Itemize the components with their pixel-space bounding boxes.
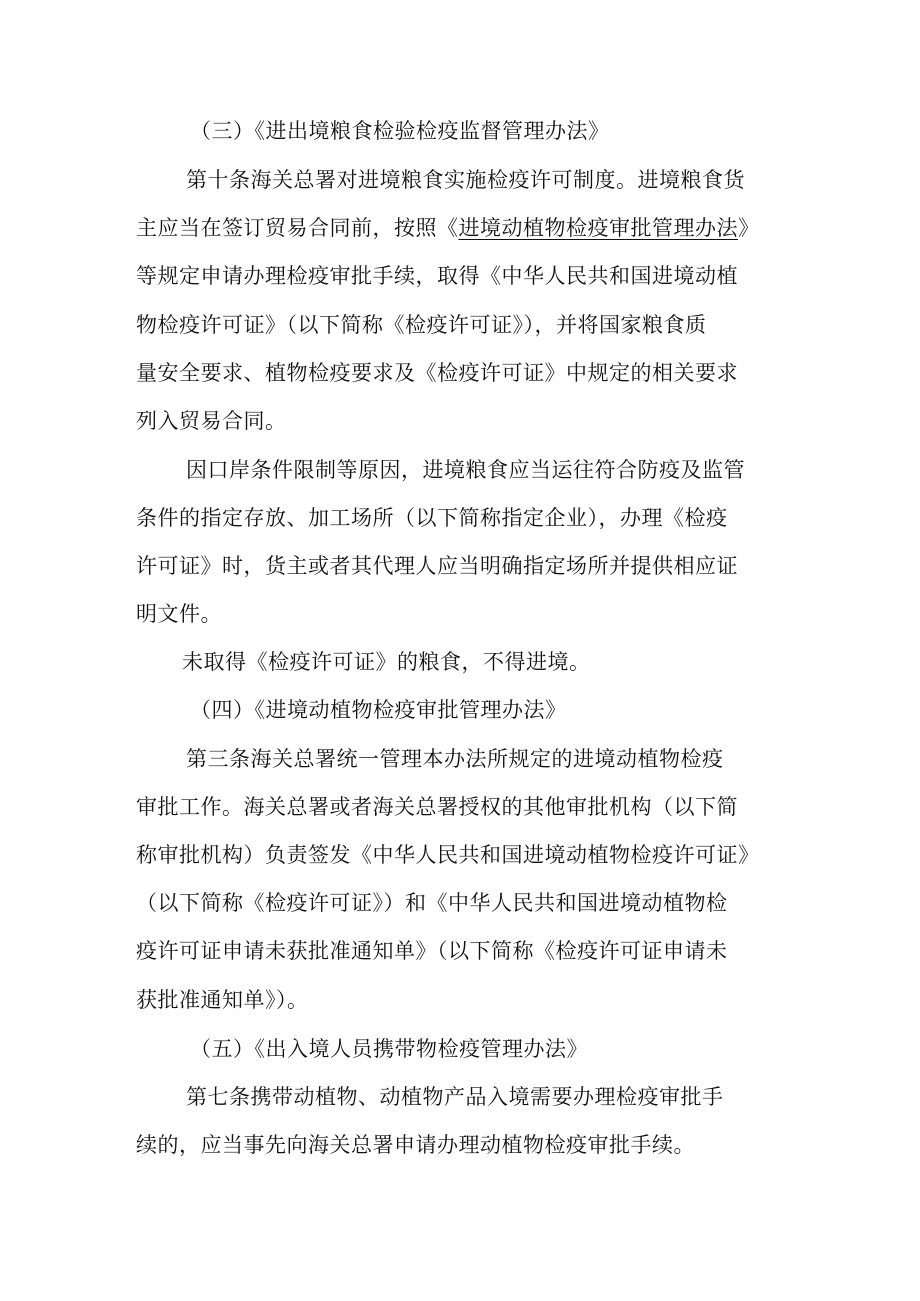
section-4-para-1-line-3: 称审批机构）负责签发《中华人民共和国进境动植物检疫许可证》 [136, 843, 760, 867]
section-4-para-1-line-4: （以下简称《检疫许可证》）和《中华人民共和国进境动植物检 [136, 891, 728, 915]
para-text: 》 [738, 216, 760, 240]
section-3-para-2-line-3: 许可证》时，货主或者其代理人应当明确指定场所并提供相应证 [136, 554, 738, 578]
section-3-para-1-line-5: 量安全要求、植物检疫要求及《检疫许可证》中规定的相关要求 [136, 361, 738, 385]
section-4-heading: （四）《进境动植物检疫审批管理办法》 [190, 698, 567, 722]
section-3-para-1-line-2 [136, 213, 760, 243]
section-5-heading: （五）《出入境人员携带物检疫管理办法》 [190, 1037, 588, 1061]
section-3-para-1-line-6: 列入贸易合同。 [136, 409, 287, 433]
section-5-para-1-line-1: 第七条携带动植物、动植物产品入境需要办理检疫审批手 [186, 1085, 724, 1109]
section-3-para-1-line-1: 第十条海关总署对进境粮食实施检疫许可制度。进境粮食货 [186, 168, 745, 192]
section-4-para-1-line-1: 第三条海关总署统一管理本办法所规定的进境动植物检疫 [186, 747, 724, 771]
regulation-link[interactable]: 进境动植物检疫审批管理办法 [458, 216, 738, 240]
section-3-para-1-line-4: 物检疫许可证》（以下简称《检疫许可证》），并将国家粮食质 [136, 313, 707, 337]
section-3-heading: （三）《进出境粮食检验检疫监督管理办法》 [190, 119, 610, 143]
section-3-para-3-line-1: 未取得《检疫许可证》的粮食，不得进境。 [182, 650, 591, 674]
section-5-para-1-line-2: 续的，应当事先向海关总署申请办理动植物检疫审批手续。 [136, 1133, 695, 1157]
section-3-para-2-line-4: 明文件。 [136, 602, 222, 626]
section-4-para-1-line-6: 获批准通知单》）。 [136, 988, 309, 1012]
section-3-para-1-line-3: 等规定申请办理检疫审批手续，取得《中华人民共和国进境动植 [136, 264, 738, 288]
section-3-para-2-line-2: 条件的指定存放、加工场所（以下简称指定企业），办理《检疫 [136, 506, 728, 530]
para-text: 主应当在签订贸易合同前，按照《 [136, 216, 459, 240]
section-4-para-1-line-5: 疫许可证申请未获批准通知单》（以下简称《检疫许可证申请未 [136, 939, 728, 963]
section-3-para-2-line-1: 因口岸条件限制等原因，进境粮食应当运往符合防疫及监管 [186, 458, 745, 482]
section-4-para-1-line-2: 审批工作。海关总署或者海关总署授权的其他审批机构（以下简 [136, 795, 738, 819]
